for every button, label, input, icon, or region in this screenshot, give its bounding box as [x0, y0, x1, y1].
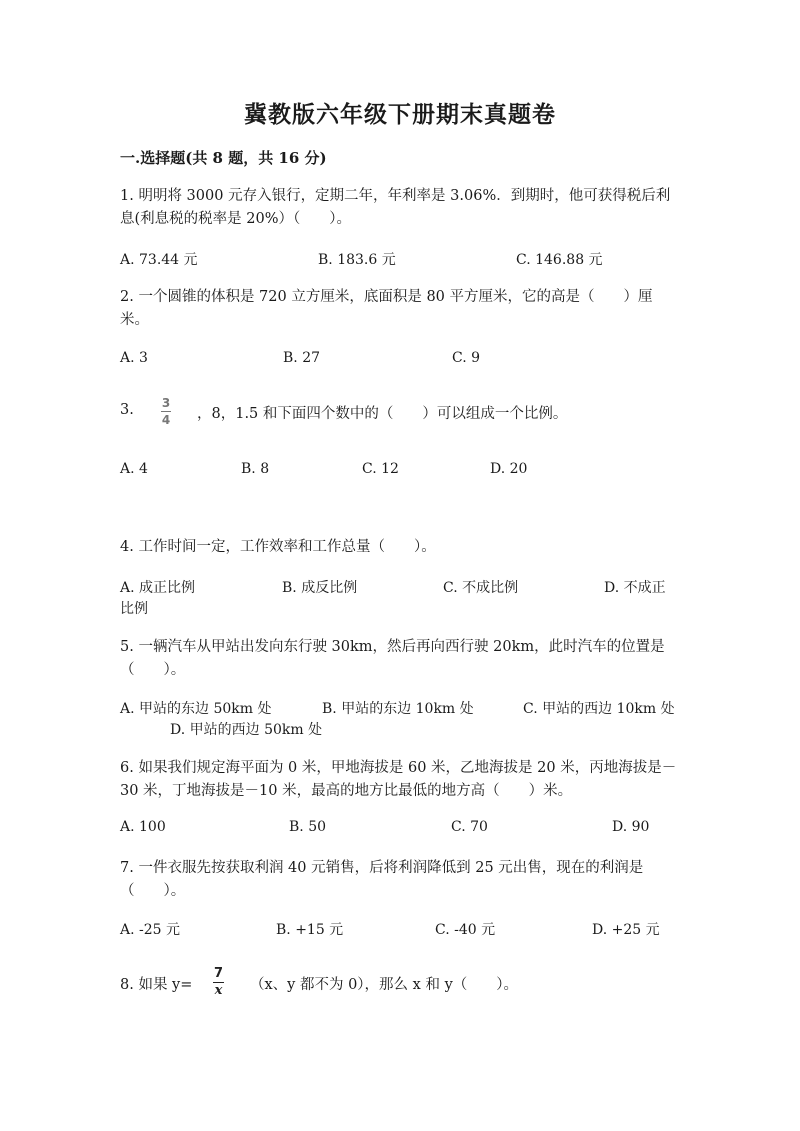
- question-4: 4. 工作时间一定，工作效率和工作总量（ ）。: [120, 539, 436, 555]
- fraction-denominator: 4: [161, 413, 171, 427]
- q7-option-d[interactable]: D. +25 元: [592, 922, 660, 938]
- q1-option-a[interactable]: A. 73.44 元: [120, 252, 198, 268]
- q7-option-b[interactable]: B. +15 元: [276, 922, 344, 938]
- q1-option-c[interactable]: C. 146.88 元: [516, 252, 603, 268]
- q2-option-c[interactable]: C. 9: [452, 350, 481, 366]
- q4-option-b[interactable]: B. 成反比例: [282, 580, 358, 596]
- q4-option-c[interactable]: C. 不成比例: [443, 580, 519, 596]
- q6-option-d[interactable]: D. 90: [612, 819, 650, 835]
- fraction-denominator: x: [214, 983, 223, 998]
- question-6: 6. 如果我们规定海平面为 0 米，甲地海拔是 60 米，乙地海拔是 20 米，丙地海拔是－30 米，丁地海拔是－10 米，最高的地方比最低的地方高（ ）米。: [120, 760, 677, 799]
- q4-option-d-wrap: 比例: [120, 601, 148, 617]
- fraction-three-quarters: [161, 397, 171, 426]
- q7-option-a[interactable]: A. -25 元: [120, 922, 181, 938]
- fraction-bar: [161, 411, 171, 412]
- q7-option-c[interactable]: C. -40 元: [435, 922, 496, 938]
- q6-option-c[interactable]: C. 70: [451, 819, 488, 835]
- question-1: 1. 明明将 3000 元存入银行，定期二年，年利率是 3.06%．到期时，他可获得税后利息(利息税的税率是 20%）（ ）。: [120, 188, 671, 227]
- question-8-prefix: 8. 如果 y=: [120, 977, 193, 993]
- q3-option-b[interactable]: B. 8: [241, 461, 270, 477]
- question-3-text: ，8，1.5 和下面四个数中的（ ）可以组成一个比例。: [197, 406, 568, 422]
- question-2: 2. 一个圆锥的体积是 720 立方厘米，底面积是 80 平方厘米，它的高是（ ）厘米。: [120, 289, 653, 328]
- fraction-numerator: 3: [161, 396, 171, 410]
- q3-option-a[interactable]: A. 4: [120, 461, 148, 477]
- q4-option-a[interactable]: A. 成正比例: [120, 580, 196, 596]
- q2-option-a[interactable]: A. 3: [120, 350, 148, 366]
- q6-option-a[interactable]: A. 100: [120, 819, 166, 835]
- q2-option-b[interactable]: B. 27: [283, 350, 321, 366]
- q5-option-d[interactable]: D. 甲站的西边 50km 处: [170, 722, 323, 738]
- q6-option-b[interactable]: B. 50: [289, 819, 327, 835]
- page-title: 冀教版六年级下册期末真题卷: [244, 101, 556, 128]
- q5-option-c[interactable]: C. 甲站的西边 10km 处: [523, 701, 675, 717]
- q3-option-d[interactable]: D. 20: [490, 461, 528, 477]
- q5-option-b[interactable]: B. 甲站的东边 10km 处: [322, 701, 474, 717]
- question-3-number: 3.: [120, 402, 134, 418]
- q3-option-c[interactable]: C. 12: [362, 461, 399, 477]
- fraction-numerator: 7: [213, 966, 224, 981]
- question-5: 5. 一辆汽车从甲站出发向东行驶 30km，然后再向西行驶 20km，此时汽车的位置是（ ）。: [120, 639, 665, 678]
- q1-option-b[interactable]: B. 183.6 元: [318, 252, 396, 268]
- fraction-seven-over-x: [213, 968, 224, 997]
- question-8-text: （x、y 都不为 0），那么 x 和 y（ ）。: [250, 977, 519, 993]
- section-heading: 一.选择题(共 8 题，共 16 分): [120, 149, 327, 167]
- question-7: 7. 一件衣服先按获取利润 40 元销售，后将利润降低到 25 元出售，现在的利润是（ ）。: [120, 860, 644, 899]
- q4-option-d[interactable]: D. 不成正: [604, 580, 666, 596]
- q5-option-a[interactable]: A. 甲站的东边 50km 处: [120, 701, 272, 717]
